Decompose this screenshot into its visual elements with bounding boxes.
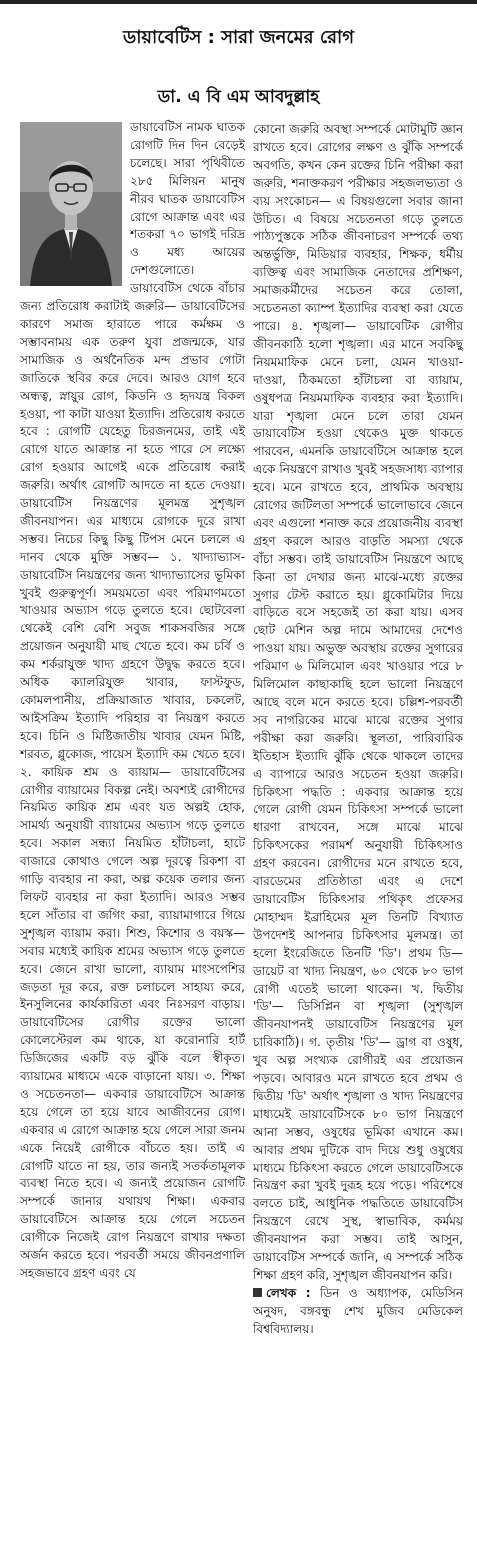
top-rule	[0, 0, 477, 4]
author-photo	[20, 122, 122, 286]
article-byline: ডা. এ বি এম আবদুল্লাহ	[157, 87, 320, 107]
article-column-right	[253, 121, 463, 1339]
author-footer	[253, 1285, 463, 1339]
square-bullet-icon	[253, 1288, 262, 1297]
author-details: ডিন ও অধ্যাপক, মেডিসিন অনুষদ, বঙ্গবন্ধু শেখ মুজিব মেডিকেল বিশ্ববিদ্যালয়।	[253, 1285, 463, 1336]
right-column-text: কোনো জরুরি অবস্থা সম্পর্কে মোটামুটি জ্ঞান রাখতে হবে। রোগের লক্ষণ ও ঝুঁকি সম্পর্কে অবগতি, কখন কেন রক্তের চিনি পরীক্ষা করা জরুরি, শনাক্তকরণ পরীক্ষার সহজলভ্যতা ও ব্যয় সংকোচন— এ বিষয়গুলো সবার জানা উচিত। এ বিষয়ে সচেতনতা গড়ে তুলতে পাঠ্যপুস্তকে সঠিক জীবনাচরণ সম্পর্কে তথ্য অন্তর্ভুক্তি, মিডিয়ার ব্যবহার, শিক্ষক, ধর্মীয় ব্যক্তিত্ব এবং সামাজিক নেতাদের প্রশিক্ষণ, সমাজকর্মীদের সচেতন করে তোলা, সচেতনতা ক্যাম্প ইত্যাদির ব্যবস্থা করা যেতে পারে। ৪. শৃঙ্খলা— ডায়াবেটিক রোগীর জীবনকাঠি হলো শৃঙ্খলা। এর মানে সবকিছু নিয়মমাফিক মেনে চলা, যেমন খাওয়া-দাওয়া, ঠিকমতো হাঁটাচলা বা ব্যায়াম, ওষুধপত্র নিয়মমাফিক ব্যবহার করা ইত্যাদি। যারা শৃঙ্খলা মেনে চলে তারা যেমন ডায়াবেটিস হওয়া থেকেও মুক্ত থাকতে পারবেন, এমনকি ডায়াবেটিসে আক্রান্ত হলে একে নিয়ন্ত্রণে রাখাও খুবই সহজসাধ্য ব্যাপার হবে। মনে রাখতে হবে, প্রাথমিক অবস্থায় রোগের জটিলতা সম্পর্কে ভালোভাবে জেনে এবং এগুলো শনাক্ত করে প্রয়োজনীয় ব্যবস্থা গ্রহণ করলে আরও বাড়তি সমস্যা থেকে বাঁচা সম্ভব। তাই ডায়াবেটিস নিয়ন্ত্রণে আছে কিনা তা দেখার জন্য মাঝে-মধ্যে রক্তের সুগার টেস্ট করাতে হয়। গ্লুকোমিটার দিয়ে বাড়িতে বসে সহজেই তা করা যায়। এসব ছোট মেশিন অল্প দামে আমাদের দেশেও পাওয়া যায়। অভুক্ত অবস্থায় রক্তের সুগারের পরিমাণ ৬ মিলিমোল এবং খাওয়ার পরে ৮ মিলিমোল কাছাকাছি হলে ভালো নিয়ন্ত্রণে আছে বলে মনে করতে হবে। চল্লিশ-পরবর্তী সব নাগরিকের মাঝে মাঝে রক্তের সুগার পরীক্ষা করা জরুরি। স্থূলতা, পারিবারিক ইতিহাস ইত্যাদি ঝুঁকি থেকে থাকলে তাদের এ ব্যাপারে আরও সচেতন হওয়া জরুরি। চিকিৎসা পদ্ধতি : একবার আক্রান্ত হয়ে গেলে রোগী যেমন চিকিৎসা সম্পর্কে ভালো ধারণা রাখবেন, সঙ্গে মাঝে মাঝে চিকিৎসকের পরামর্শ অনুযায়ী চিকিৎসাও গ্রহণ করবেন। রোগীদের মনে রাখতে হবে, বারডেমের প্রতিষ্ঠাতা এবং এ দেশে ডায়াবেটিস চিকিৎসার পথিকৃৎ প্রফেসর মোহাম্মদ ইব্রাহিমের মূল তিনটি বিখ্যাত উপদেশই আপনার চিকিৎসার মূলমন্ত্র। তা হলো ইংরেজিতে তিনটি 'ডি'। প্রথম ডি—ডায়েট বা খাদ্য নিয়ন্ত্রণ, ৬০ থেকে ৮০ ভাগ রোগী এতেই ভালো থাকেন। খ. দ্বিতীয় 'ডি'— ডিসিপ্লিন বা শৃঙ্খলা (সুশৃঙ্খল জীবনযাপনই ডায়াবেটিস নিয়ন্ত্রণের মূল চাবিকাঠি)। গ. তৃতীয় 'ডি'— ড্রাগ বা ওষুধ, খুব অল্প সংখ্যক রোগীরই এর প্রয়োজন পড়বে। আবারও মনে রাখতে হবে প্রথম ও দ্বিতীয় 'ডি' অর্থাৎ শৃঙ্খলা ও খাদ্য নিয়ন্ত্রণের মাধ্যমেই ডায়াবেটিসকে ৮০ ভাগ নিয়ন্ত্রণে আনা সম্ভব, ওষুধের ভূমিকা এখানে কম। আবার প্রথম দুটিকে বাদ দিয়ে শুধু ওষুধের মাধ্যমে চিকিৎসা করতে গেলে ডায়াবেটিসকে নিয়ন্ত্রণ করা খুবই দুরূহ হয়ে পড়ে। পরিশেষে বলতে চাই, আধুনিক পদ্ধতিতে ডায়াবেটিস নিয়ন্ত্রণে রেখে সুস্থ, স্বাভাবিক, কর্মময় জীবনযাপন করা সম্ভব। তাই আসুন, ডায়াবেটিস সম্পর্কে জানি, এ সম্পর্কে সঠিক শিক্ষা গ্রহণ করি, সুশৃঙ্খল জীবনযাপন করি।	[253, 122, 463, 1282]
article-headline: ডায়াবেটিস : সারা জনমের রোগ	[122, 27, 355, 48]
left-column-text: ডায়াবেটিস নামক ঘাতক রোগটি দিন দিন বেড়েই চলেছে। সারা পৃথিবীতে ২৮৫ মিলিয়ন মানুষ নীরব ঘাতক ডায়াবেটিস রোগে আক্রান্ত এবং এর শতকরা ৭০ ভাগই দরিদ্র ও মধ্য আয়ের দেশগুলোতে। ডায়াবেটিস থেকে বাঁচার জন্য প্রতিরোধ করাটাই জরুরি— ডায়াবেটিসের কারণে সমাজ হারাতে পারে কর্মক্ষম ও সম্ভাবনাময় এক তরুণ যুবা প্রজন্মকে, যার সামাজিক ও অর্থনৈতিক মন্দ প্রভাব গোটা জাতিকে স্থবির করে দেবে। আরও যোগ হবে অন্ধত্ব, স্নায়ুর রোগ, কিডনি ও হৃদযন্ত্র বিকল হওয়া, পা কাটা যাওয়া ইত্যাদি। প্রতিরোধ করতে হবে : রোগটি যেহেতু চিরজনমের, তাই এই রোগে যাতে আক্রান্ত না হতে পারে সে লক্ষ্যে রোগ হওয়ার আগেই একে প্রতিরোধ করাই জরুরি। অর্থাৎ রোগটি আদতে না হতে দেওয়া। ডায়াবেটিস নিয়ন্ত্রণের মূলমন্ত্র সুশৃঙ্খল জীবনযাপন। এর মাধ্যমে রোগকে দূরে রাখা সম্ভব। নিচের কিছু কিছু টিপস মেনে চললে এ দানব থেকে মুক্তি সম্ভব— ১. খাদ্যাভ্যাস- ডায়াবেটিস নিয়ন্ত্রণের জন্য খাদ্যাভ্যাসের ভূমিকা খুবই গুরুত্বপূর্ণ। সময়মতো এবং পরিমাণমতো খাওয়ার অভ্যাস গড়ে তুলতে হবে। ছোটবেলা থেকেই বেশি বেশি সবুজ শাকসবজির সঙ্গে প্রয়োজন অনুযায়ী মাছ খেতে হবে। কম চর্বি ও কম শর্করাযুক্ত খাদ্য গ্রহণে উদ্বুদ্ধ করতে হবে। অধিক ক্যালরিযুক্ত খাবার, ফাস্টফুড, কোমলপানীয়, প্রক্রিয়াজাত খাবার, চকলেট, আইসক্রিম ইত্যাদি পরিহার বা নিয়ন্ত্রণ করতে হবে। চিনি ও মিষ্টিজাতীয় খাবার যেমন মিষ্টি, শরবত, গ্লুকোজ, পায়েস ইত্যাদি কম খেতে হবে। ২. কায়িক শ্রম ও ব্যায়াম— ডায়াবেটিসের রোগীর ব্যায়ামের বিকল্প নেই। অবশ্যই রোগীদের নিয়মিত কায়িক শ্রম এবং যত অল্পই হোক, সামর্থ্য অনুযায়ী ব্যায়ামের অভ্যাস গড়ে তুলতে হবে। সকাল সন্ধ্যা নিয়মিত হাঁটাচলা, হাটে বাজারে কোথাও গেলে অল্প দূরত্বে রিকশা বা গাড়ি ব্যবহার না করা, অল্প কয়েক তলার জন্য লিফট ব্যবহার না করা ইত্যাদি। আরও সম্ভব হলে সাঁতার বা জগিং করা, ব্যায়ামাগারে গিয়ে সুশৃঙ্খল ব্যায়াম করা। শিশু, কিশোর ও বয়স্ক— সবার মধ্যেই কায়িক শ্রমের অভ্যাস গড়ে তুলতে হবে। জেনে রাখা ভালো, ব্যায়াম মাংসপেশির জড়তা দূর করে, রক্ত চলাচলে সাহায্য করে, ইনসুলিনের কার্যকারিতা এবং নিঃসরণ বাড়ায়। ডায়াবেটিসের রোগীর রক্তের ভালো কোলেস্টেরল কম থাকে, যা করোনারি হার্ট ডিজিজের একটি বড় ঝুঁকি বলে স্বীকৃত। ব্যায়ামের মাধ্যমে একে বাড়ানো যায়। ৩. শিক্ষা ও সচেতনতা— একবার ডায়াবেটিসে আক্রান্ত হয়ে গেলে তা হয়ে যাবে আজীবনের রোগ। একবার এ রোগে আক্রান্ত হয়ে গেলে সারা জনম একে নিয়েই রোগীকে বাঁচতে হয়। তাই এ রোগটি যাতে না হয়, তার জন্যই সতর্কতামূলক ব্যবস্থা নিতে হবে। এ জন্যই প্রয়োজন রোগটি সম্পর্কে জানার যথাযথ শিক্ষা। একবার ডায়াবেটিসে আক্রান্ত হয়ে গেলে সচেতন রোগীকে নিজেই রোগ নিয়ন্ত্রণে রাখার দক্ষতা অর্জন করতে হবে। পরবর্তী সময়ে জীবনপ্রণালি সহজভাবে গ্রহণ এবং যে	[20, 120, 245, 1280]
author-portrait-image	[20, 122, 122, 286]
author-label: লেখক :	[266, 1285, 311, 1300]
article-column-left	[20, 119, 245, 1283]
